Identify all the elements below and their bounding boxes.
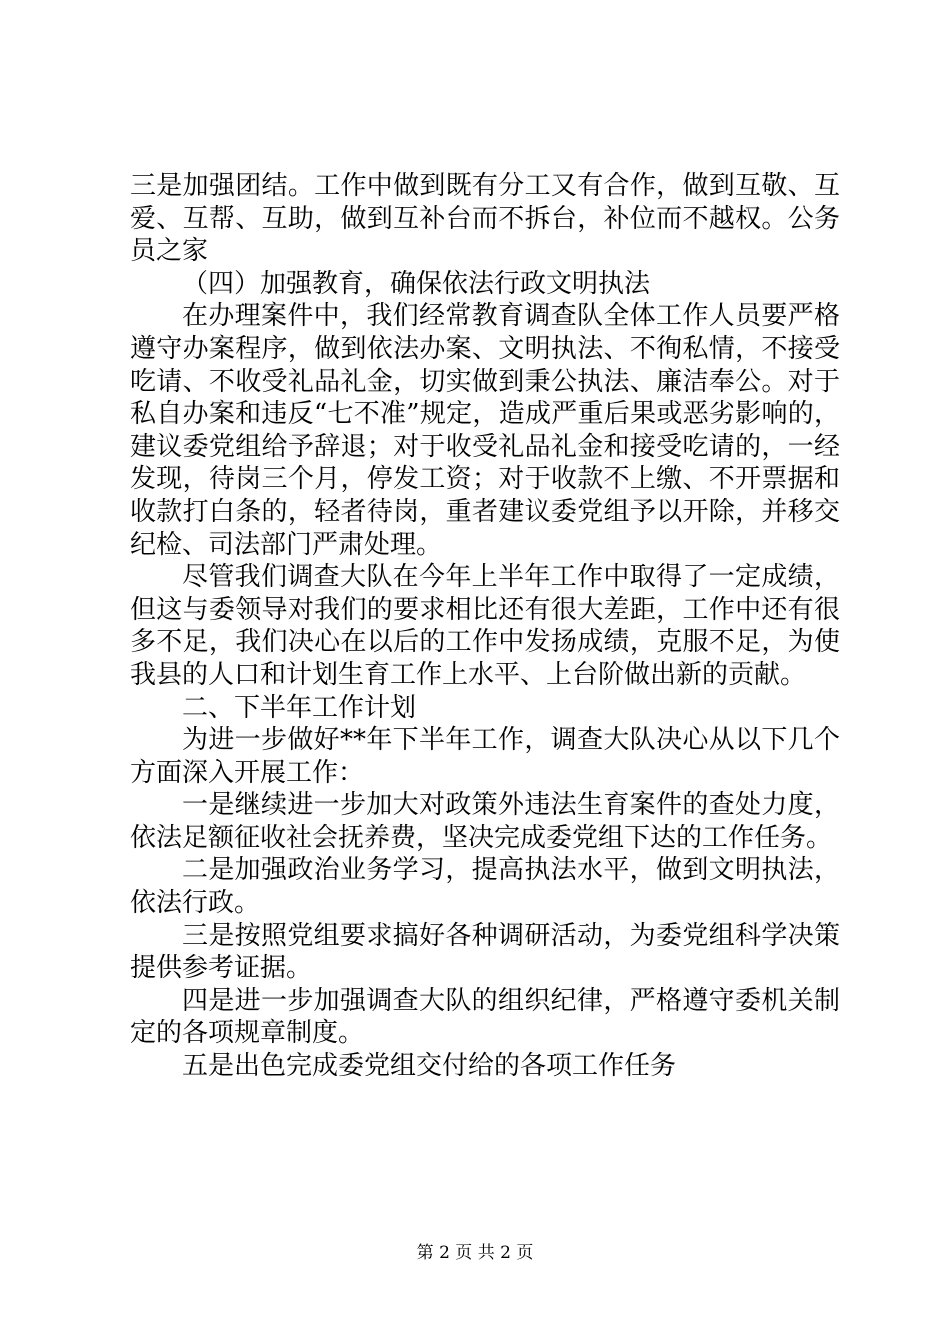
section-heading-education: （四）加强教育，确保依法行政文明执法 [182,268,651,299]
page-footer [0,1242,950,1264]
plan-item-5: 五是出色完成委党组交付给的各项工作任务 [182,1051,677,1082]
plan-item-2: 二是加强政治业务学习，提高执法水平，做到文明执法，依法行政。 [130,855,840,919]
document-body [130,170,840,1083]
plan-item-4: 四是进一步加强调查大队的组织纪律，严格遵守委机关制定的各项规章制度。 [130,985,840,1049]
plan-item-1: 一是继续进一步加大对政策外违法生育案件的查处力度，依法足额征收社会抚养费，坚决完成委党组下达的工作任务。 [130,790,840,853]
page-number: 第 2 页 共 2 页 [416,1243,534,1263]
paragraph-plan-intro: 为进一步做好**年下半年工作，调查大队决心从以下几个方面深入开展工作： [130,725,840,788]
paragraph-case-handling: 在办理案件中，我们经常教育调查队全体工作人员要严格遵守办案程序，做到依法办案、文明执法、不徇私情，不接受吃请、不收受礼品礼金，切实做到秉公执法、廉洁奉公。对于私自办案和违反“七不准”规定，造成严重后果或恶劣影响的，建议委党组给予辞退；对于收受礼品礼金和接受吃请的，一经发现，待岗三个月，停发工资；对于收款不上缴、不开票据和收款打白条的，轻者待岗，重者建议委党组予以开除，并移交纪检、司法部门严肃处理。 [130,301,840,560]
paragraph-summary: 尽管我们调查大队在今年上半年工作中取得了一定成绩，但这与委领导对我们的要求相比还有很大差距，工作中还有很多不足，我们决心在以后的工作中发扬成绩，克服不足，为使我县的人口和计划生育工作上水平、上台阶做出新的贡献。 [130,562,840,690]
paragraph-unity: 三是加强团结。工作中做到既有分工又有合作，做到互敬、互爱、互帮、互助，做到互补台而不拆台，补位而不越权。公务员之家 [130,171,840,267]
section-heading-plan: 二、下半年工作计划 [182,692,417,723]
plan-item-3: 三是按照党组要求搞好各种调研活动，为委党组科学决策提供参考证据。 [130,920,840,984]
